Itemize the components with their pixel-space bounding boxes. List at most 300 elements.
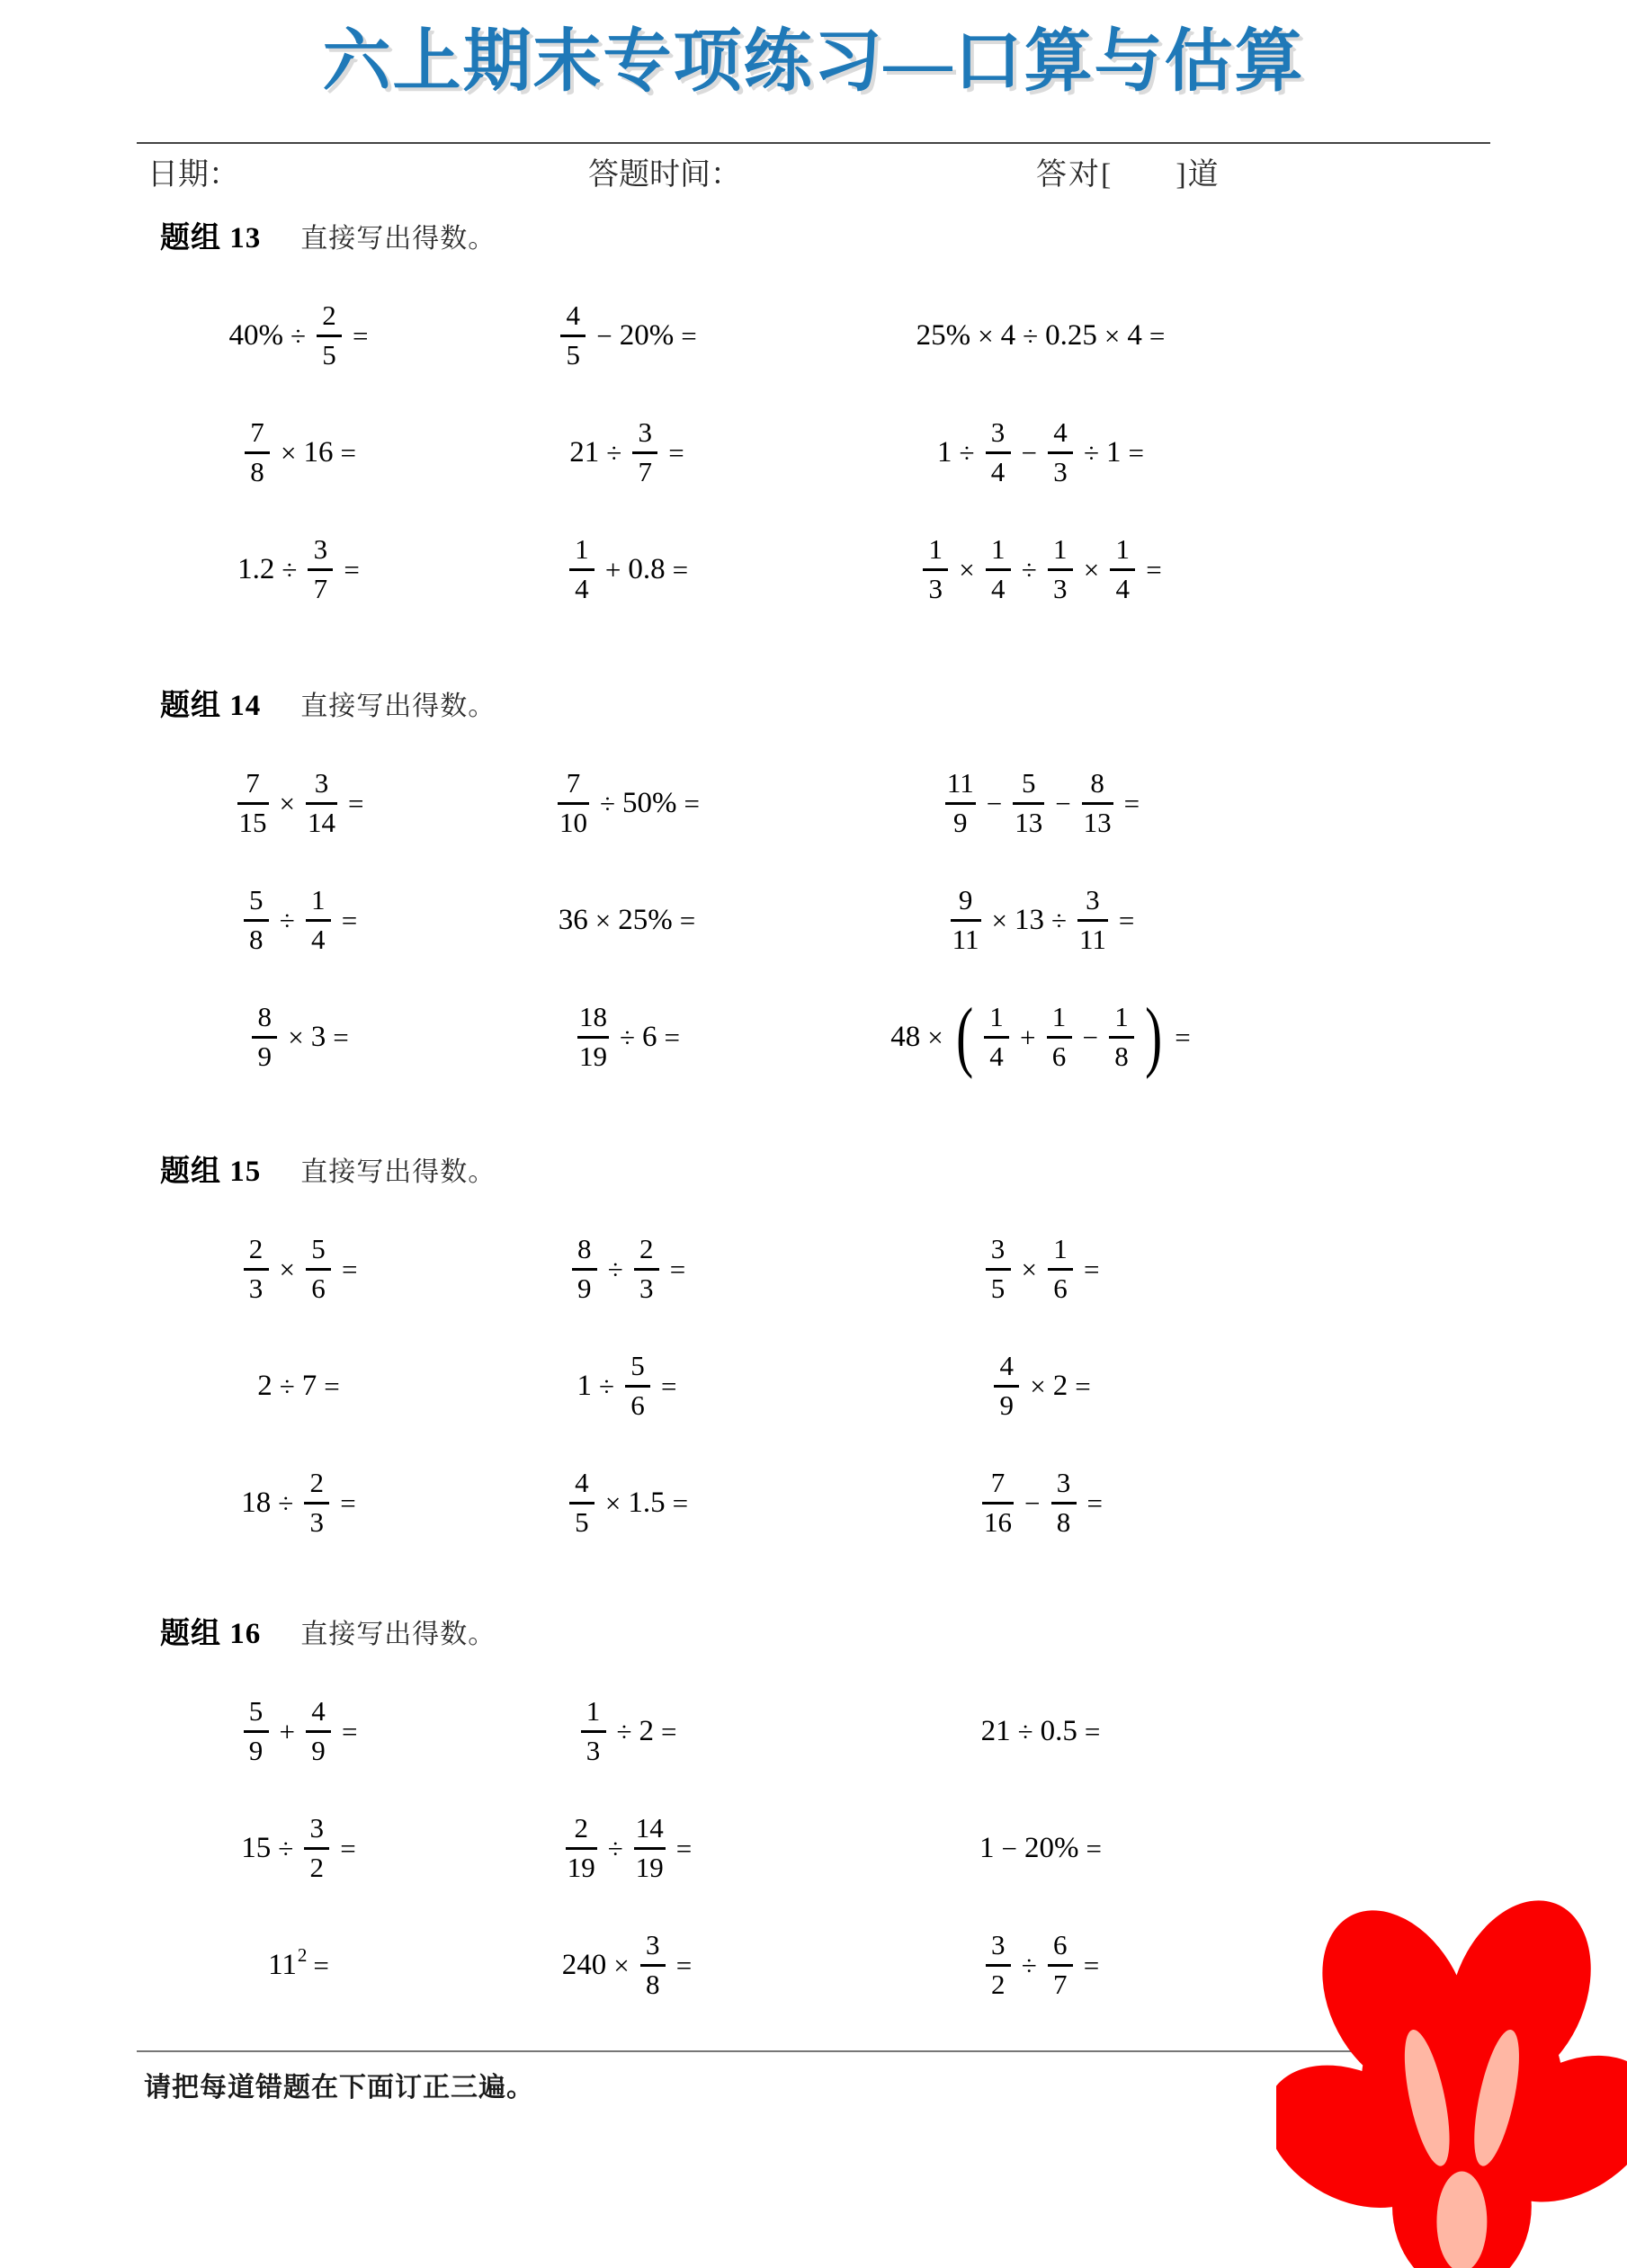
fraction-bar: [986, 568, 1011, 571]
math-operator: =: [668, 439, 684, 467]
math-number: 3: [311, 1022, 326, 1052]
fraction-denominator: 4: [573, 574, 591, 605]
math-expression: [240, 417, 362, 487]
fraction-bar: [945, 802, 976, 805]
fraction: [581, 1696, 606, 1766]
fraction-numerator: 3: [312, 534, 330, 566]
problem-cell: [153, 1673, 450, 1790]
fraction-denominator: 6: [1051, 1273, 1069, 1305]
fraction-numerator: 7: [248, 417, 266, 449]
problem-row: [153, 1444, 1502, 1561]
math-number: 4: [1001, 321, 1016, 351]
problem-cell: [153, 1444, 450, 1561]
fraction: [634, 1234, 659, 1304]
math-operator: −: [1002, 1835, 1017, 1862]
fraction-bar: [634, 1847, 666, 1850]
problem-cell: [809, 394, 1277, 511]
math-operator: +: [280, 1718, 295, 1746]
fraction: [566, 1813, 597, 1883]
math-operator: =: [1084, 1255, 1099, 1283]
math-number: 11: [268, 1951, 297, 1980]
section-instruction: 直接写出得数。: [300, 1620, 496, 1649]
math-expression: [889, 1002, 1197, 1072]
math-expression: [240, 1813, 362, 1883]
fraction-bar: [572, 1268, 597, 1271]
fraction-denominator: 7: [637, 457, 655, 488]
fraction-denominator: 5: [573, 1507, 591, 1539]
math-number: 0.8: [628, 555, 665, 585]
answer-time-label: 答题时间：: [588, 158, 741, 192]
fraction: [1048, 417, 1073, 487]
fraction-numerator: 3: [1055, 1468, 1073, 1499]
fraction: [625, 1351, 650, 1421]
math-operator: =: [680, 906, 695, 934]
math-number: 0.5: [1041, 1717, 1077, 1746]
fraction: [986, 417, 1011, 487]
fraction-numerator: 1: [927, 534, 945, 566]
fraction-numerator: 3: [308, 1813, 326, 1844]
math-expression: [228, 300, 375, 371]
math-operator: =: [333, 1023, 348, 1051]
fraction-bar: [986, 451, 1011, 454]
fraction-numerator: 3: [989, 417, 1007, 449]
fraction-numerator: 1: [1051, 1234, 1069, 1265]
fraction-numerator: 5: [629, 1351, 647, 1382]
math-operator: ×: [1030, 1372, 1045, 1400]
fraction: [923, 534, 948, 604]
fraction-bar: [306, 802, 337, 805]
math-operator: ÷: [280, 1372, 295, 1400]
fraction-denominator: 8: [1113, 1041, 1131, 1073]
math-number: 7: [302, 1371, 317, 1401]
math-operator: ×: [595, 906, 611, 934]
fraction-denominator: 7: [312, 574, 330, 605]
math-operator: =: [342, 1255, 357, 1283]
math-number: 1.2: [237, 555, 274, 585]
math-operator: ×: [927, 1023, 943, 1051]
fraction-numerator: 5: [309, 1234, 327, 1265]
section-instruction: 直接写出得数。: [300, 692, 496, 721]
problem-cell: [450, 511, 809, 628]
math-expression: [577, 1696, 684, 1766]
fraction-bar: [951, 919, 981, 922]
fraction-denominator: 9: [952, 808, 970, 839]
math-number: 15: [241, 1834, 271, 1863]
fraction-numerator: 1: [1050, 1002, 1068, 1033]
fraction: [1051, 1468, 1077, 1538]
math-expression: [239, 1696, 364, 1766]
math-operator: ×: [992, 906, 1007, 934]
fraction-numerator: 3: [644, 1930, 662, 1961]
fraction-denominator: 9: [998, 1390, 1016, 1422]
section-label: 题组 14: [160, 690, 261, 722]
math-operator: ÷: [617, 1718, 632, 1746]
math-number: 6: [642, 1022, 657, 1052]
math-operator: −: [1083, 1023, 1098, 1051]
math-expression: [979, 1834, 1108, 1863]
fraction-numerator: 4: [565, 300, 583, 332]
fraction-denominator: 4: [988, 1041, 1006, 1073]
fraction-bar: [252, 1036, 277, 1039]
fraction: [634, 1813, 666, 1883]
fraction: [632, 417, 657, 487]
math-expression: [558, 906, 702, 935]
problem-row: [153, 745, 1502, 862]
math-operator: ÷: [1022, 556, 1037, 584]
math-number: 1: [979, 1834, 995, 1863]
parenthesis: ): [1145, 1015, 1162, 1058]
math-operator: =: [348, 790, 363, 817]
problem-grid: [153, 1673, 1502, 2023]
problem-cell: [153, 277, 450, 394]
fraction: [986, 1930, 1011, 2000]
math-operator: =: [341, 439, 356, 467]
fraction-numerator: 2: [308, 1468, 326, 1499]
problem-row: [153, 1327, 1502, 1444]
math-operator: =: [342, 906, 357, 934]
math-number: 21: [569, 438, 599, 468]
fraction-bar: [986, 1964, 1011, 1967]
problem-cell: [450, 277, 809, 394]
problem-grid: [153, 745, 1502, 1095]
math-operator: ÷: [608, 1255, 623, 1283]
fraction-bar: [306, 919, 331, 922]
problem-cell: [153, 862, 450, 978]
math-operator: ÷: [599, 1372, 614, 1400]
parenthesis: (: [956, 1015, 973, 1058]
fraction-numerator: 14: [634, 1813, 666, 1844]
fraction-bar: [984, 1036, 1009, 1039]
fraction-denominator: 9: [309, 1736, 327, 1767]
math-operator: =: [1087, 1489, 1103, 1517]
section-header: [160, 1610, 496, 1652]
fraction-bar: [244, 1730, 269, 1733]
math-expression: [561, 1813, 699, 1883]
math-number: 4: [1127, 321, 1142, 351]
problem-cell: [809, 1444, 1277, 1561]
fraction-numerator: 9: [957, 885, 975, 916]
problem-cell: [809, 1673, 1277, 1790]
fraction-denominator: 5: [989, 1273, 1007, 1305]
math-expression: [553, 768, 706, 838]
fraction: [306, 1696, 331, 1766]
fraction-denominator: 5: [565, 340, 583, 371]
fraction-numerator: 2: [638, 1234, 656, 1265]
math-operator: =: [340, 1489, 355, 1517]
math-operator: =: [673, 1489, 688, 1517]
math-number: 20%: [1024, 1834, 1079, 1863]
math-operator: ÷: [620, 1023, 635, 1051]
fraction-denominator: 10: [558, 808, 589, 839]
math-operator: ÷: [278, 1835, 293, 1862]
math-operator: ÷: [1018, 1718, 1033, 1746]
problem-cell: [153, 1790, 450, 1906]
math-operator: =: [1129, 439, 1144, 467]
fraction-bar: [1109, 1036, 1134, 1039]
problem-cell: [450, 1906, 809, 2023]
math-operator: ×: [281, 439, 296, 467]
fraction-numerator: 3: [313, 768, 331, 799]
fraction-denominator: 3: [638, 1273, 656, 1305]
page-title-container: [0, 25, 1627, 101]
fraction-denominator: 8: [248, 457, 266, 488]
problem-grid: [153, 1210, 1502, 1561]
fraction: [304, 1468, 329, 1538]
fraction: [304, 1813, 329, 1883]
fraction-bar: [560, 335, 586, 337]
math-operator: +: [1020, 1023, 1035, 1051]
fraction-numerator: 5: [247, 1696, 265, 1728]
math-operator: ÷: [960, 439, 975, 467]
problem-row: [153, 862, 1502, 978]
fraction-denominator: 9: [256, 1041, 274, 1073]
problem-cell: [809, 1906, 1277, 2023]
math-operator: −: [987, 790, 1002, 817]
problem-grid: [153, 277, 1502, 628]
math-operator: ×: [605, 1489, 621, 1517]
footer-divider: [137, 2050, 1490, 2052]
math-operator: =: [342, 1718, 357, 1746]
math-operator: +: [605, 556, 621, 584]
math-operator: =: [665, 1023, 680, 1051]
math-expression: [989, 1351, 1096, 1421]
math-expression: [233, 768, 371, 838]
problem-cell: [153, 978, 450, 1095]
fraction-numerator: 8: [576, 1234, 594, 1265]
fraction: [1109, 1002, 1134, 1072]
fraction-denominator: 8: [1055, 1507, 1073, 1539]
math-number: 240: [562, 1951, 607, 1980]
fraction: [1110, 534, 1135, 604]
fraction-denominator: 4: [1114, 574, 1132, 605]
fraction: [1077, 885, 1108, 955]
fraction-numerator: 4: [998, 1351, 1016, 1382]
fraction-denominator: 19: [634, 1853, 666, 1884]
math-number: 1: [937, 438, 952, 468]
math-operator: ÷: [1051, 906, 1067, 934]
fraction-numerator: 8: [256, 1002, 274, 1033]
fraction-bar: [304, 1847, 329, 1850]
math-operator: =: [313, 1951, 328, 1979]
fraction: [569, 534, 594, 604]
fraction-denominator: 14: [306, 808, 337, 839]
section-instruction: 直接写出得数。: [300, 1157, 496, 1187]
fraction-bar: [581, 1730, 606, 1733]
problem-cell: [809, 862, 1277, 978]
fraction-denominator: 3: [1051, 574, 1069, 605]
math-operator: =: [661, 1372, 676, 1400]
math-number: 2: [1053, 1371, 1068, 1401]
problem-cell: [153, 1906, 450, 2023]
math-number: 36: [559, 906, 588, 935]
fraction-numerator: 3: [1084, 885, 1102, 916]
fraction-denominator: 6: [1050, 1041, 1068, 1073]
fraction-bar: [306, 1730, 331, 1733]
fraction-bar: [569, 1502, 594, 1505]
math-operator: ×: [978, 322, 993, 350]
problem-cell: [153, 394, 450, 511]
fraction: [306, 1234, 331, 1304]
math-number: 25%: [618, 906, 673, 935]
fraction-bar: [1082, 802, 1113, 805]
fraction: [945, 768, 976, 838]
fraction-denominator: 3: [308, 1507, 326, 1539]
math-operator: ÷: [1022, 1951, 1037, 1979]
math-operator: ÷: [282, 556, 297, 584]
math-operator: =: [1119, 906, 1134, 934]
fraction-denominator: 5: [320, 340, 338, 371]
math-operator: −: [1024, 1489, 1040, 1517]
problem-cell: [153, 745, 450, 862]
fraction-bar: [1013, 802, 1044, 805]
fraction-denominator: 11: [951, 924, 981, 956]
page-title: 六上期末专项练习—口算与估算: [323, 25, 1305, 101]
exponent: 2: [298, 1946, 308, 1965]
math-operator: =: [1075, 1372, 1090, 1400]
math-operator: ÷: [606, 439, 621, 467]
problem-row: [153, 1906, 1502, 2023]
fraction-numerator: 6: [1051, 1930, 1069, 1961]
fraction-numerator: 7: [244, 768, 262, 799]
problem-cell: [153, 511, 450, 628]
fraction-numerator: 11: [945, 768, 976, 799]
fraction-bar: [1048, 451, 1073, 454]
fraction: [1048, 1234, 1073, 1304]
problem-cell: [450, 862, 809, 978]
correct-count-field: [1036, 149, 1220, 193]
math-expression: [577, 1351, 684, 1421]
math-number: 1: [577, 1371, 593, 1401]
problem-cell: [809, 1790, 1277, 1906]
problem-cell: [450, 1673, 809, 1790]
problem-cell: [809, 511, 1277, 628]
fraction-denominator: 9: [576, 1273, 594, 1305]
fraction: [237, 768, 269, 838]
problem-row: [153, 511, 1502, 628]
math-number: 2: [257, 1371, 273, 1401]
math-expression: [556, 300, 702, 371]
math-expression: [573, 1002, 686, 1072]
math-operator: =: [353, 322, 368, 350]
fraction-bar: [923, 568, 948, 571]
math-operator: =: [324, 1372, 339, 1400]
fraction-bar: [994, 1385, 1019, 1388]
fraction-denominator: 3: [585, 1736, 603, 1767]
math-operator: =: [340, 1835, 355, 1862]
fraction-denominator: 4: [989, 457, 1007, 488]
fraction-denominator: 15: [237, 808, 269, 839]
fraction-denominator: 13: [1082, 808, 1113, 839]
math-operator: ×: [1104, 322, 1120, 350]
fraction: [951, 885, 981, 955]
fraction-numerator: 7: [989, 1468, 1007, 1499]
math-operator: ÷: [291, 322, 306, 350]
header-fields: [137, 149, 1490, 198]
problem-row: [153, 1210, 1502, 1327]
fraction: [1048, 1930, 1073, 2000]
date-field: [148, 149, 239, 193]
fraction-numerator: 1: [1114, 534, 1132, 566]
math-operator: ×: [613, 1951, 629, 1979]
fraction-bar: [308, 568, 333, 571]
math-operator: =: [676, 1835, 692, 1862]
fraction-bar: [245, 451, 270, 454]
fraction: [577, 1002, 609, 1072]
math-operator: =: [1084, 1951, 1099, 1979]
math-expression: [240, 1468, 362, 1538]
math-expression: [247, 1002, 354, 1072]
fraction-denominator: 3: [1051, 457, 1069, 488]
section-label: 题组 15: [160, 1156, 261, 1188]
math-expression: [978, 1468, 1109, 1538]
section-header: [160, 682, 496, 724]
fraction: [245, 417, 270, 487]
section-label: 题组 13: [160, 222, 261, 254]
math-operator: =: [676, 1951, 692, 1979]
fraction-denominator: 8: [247, 924, 265, 956]
fraction: [306, 768, 337, 838]
fraction-denominator: 7: [1051, 1969, 1069, 2001]
math-operator: =: [681, 322, 696, 350]
math-number: 0.25: [1045, 321, 1097, 351]
fraction: [986, 1234, 1011, 1304]
problem-row: [153, 394, 1502, 511]
math-operator: =: [1146, 556, 1161, 584]
problem-cell: [809, 1327, 1277, 1444]
math-operator: =: [1149, 322, 1165, 350]
fraction-bar: [317, 335, 342, 337]
fraction: [1082, 768, 1113, 838]
math-expression: [941, 768, 1146, 838]
math-expression: [267, 1951, 335, 1980]
fraction-numerator: 4: [573, 1468, 591, 1499]
fraction-denominator: 3: [247, 1273, 265, 1305]
fraction-bar: [577, 1036, 609, 1039]
fraction-numerator: 1: [1113, 1002, 1131, 1033]
fraction: [986, 534, 1011, 604]
problem-cell: [450, 745, 809, 862]
fraction-bar: [1110, 568, 1135, 571]
problem-cell: [809, 745, 1277, 862]
fraction-denominator: 19: [566, 1853, 597, 1884]
math-operator: =: [684, 790, 700, 817]
math-expression: [981, 1234, 1106, 1304]
fraction: [572, 1234, 597, 1304]
math-operator: −: [1022, 439, 1037, 467]
fraction-bar: [558, 802, 589, 805]
math-expression: [980, 1717, 1107, 1746]
fraction: [244, 885, 269, 955]
math-operator: ×: [1022, 1255, 1037, 1283]
math-operator: =: [670, 1255, 685, 1283]
fraction-numerator: 4: [309, 1696, 327, 1728]
fraction-denominator: 3: [927, 574, 945, 605]
math-operator: ×: [280, 1255, 295, 1283]
fraction: [1047, 1002, 1072, 1072]
math-expression: [936, 417, 1150, 487]
fraction-numerator: 3: [637, 417, 655, 449]
fraction-numerator: 1: [989, 534, 1007, 566]
fraction-denominator: 2: [308, 1853, 326, 1884]
fraction: [308, 534, 333, 604]
problem-cell: [450, 1790, 809, 1906]
fraction: [317, 300, 342, 371]
fraction-numerator: 3: [989, 1930, 1007, 1961]
math-operator: =: [673, 556, 688, 584]
fraction-bar: [632, 451, 657, 454]
fraction: [984, 1002, 1009, 1072]
fraction-numerator: 2: [320, 300, 338, 332]
